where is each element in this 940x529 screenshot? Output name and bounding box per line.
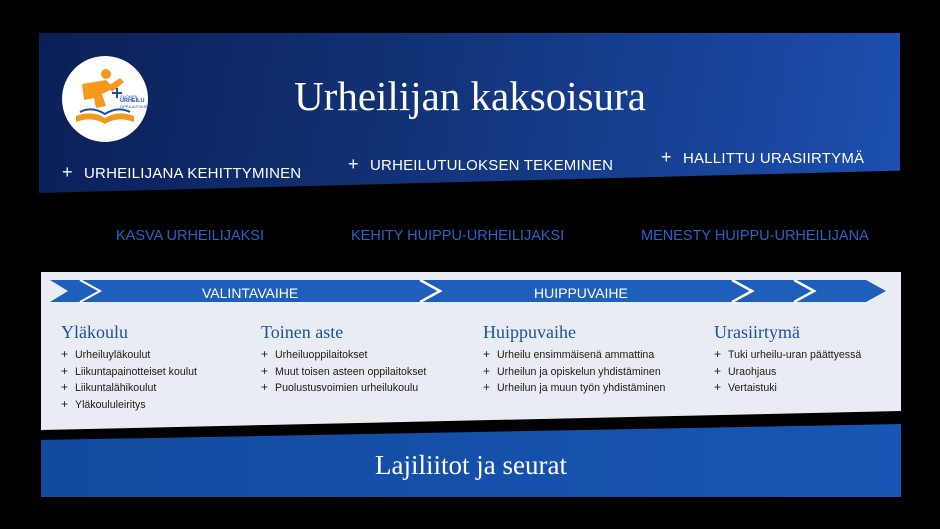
plus-icon: +	[348, 154, 359, 174]
list-item-label: Urheiluoppilaitokset	[275, 349, 368, 361]
list-item	[61, 379, 197, 396]
list-item	[261, 363, 426, 380]
column-urasiirtyma	[714, 322, 861, 396]
page-title: Urheilijan kaksoisura	[294, 73, 646, 119]
list-item-label: Muut toisen asteen oppilaitokset	[275, 365, 427, 378]
list-item-label: Uraohjaus	[728, 365, 777, 378]
mid-label-3: MENESTY HUIPPU-URHEILIJANA	[641, 228, 869, 244]
logo-text-2: URHEILU	[120, 98, 145, 104]
phase-label-huippu: HUIPPUVAIHE	[534, 285, 628, 301]
mid-label-1: KASVA URHEILIJAKSI	[116, 228, 265, 244]
header-item-2	[348, 154, 613, 175]
column-ylakoulu	[61, 322, 197, 412]
plus-icon: +	[261, 380, 269, 395]
column-title: Huippuvaihe	[483, 322, 576, 342]
list-item	[483, 363, 665, 380]
footer-title: Lajiliitot ja seurat	[375, 450, 567, 480]
list-item-label: Urheilun ja muun työn yhdistäminen	[497, 382, 666, 395]
plus-icon: +	[714, 363, 722, 378]
phase-label-valinta: VALINTAVAIHE	[202, 285, 299, 301]
logo	[62, 56, 152, 142]
plus-icon: +	[62, 162, 73, 182]
plus-icon: +	[714, 347, 722, 361]
column-list	[483, 346, 665, 396]
list-item	[714, 346, 861, 363]
plus-icon: +	[714, 380, 722, 395]
column-huippuvaihe	[483, 322, 665, 396]
list-item	[61, 396, 197, 413]
header-item-label: URHEILIJANA KEHITTYMINEN	[84, 165, 302, 182]
header-item-label: URHEILUTULOKSEN TEKEMINEN	[370, 157, 614, 174]
list-item	[714, 363, 861, 380]
plus-icon: +	[261, 363, 269, 378]
list-item	[61, 363, 197, 380]
plus-icon: +	[483, 363, 491, 378]
list-item-label: Yläkoululeiritys	[75, 398, 146, 411]
plus-icon: +	[61, 380, 69, 395]
column-toinen-aste	[261, 322, 426, 396]
header-item-3	[661, 147, 864, 168]
plus-icon: +	[483, 347, 491, 361]
list-item	[483, 379, 665, 396]
list-item-label: Vertaistuki	[728, 382, 777, 395]
column-title: Yläkoulu	[61, 322, 128, 342]
plus-icon: +	[261, 347, 269, 361]
list-item-label: Urheilu ensimmäisenä ammattina	[497, 349, 655, 361]
list-item	[261, 379, 426, 396]
column-title: Urasiirtymä	[714, 322, 800, 342]
header-item-label: HALLITTU URASIIRTYMÄ	[683, 150, 865, 167]
list-item-label: Tuki urheilu-uran päättyessä	[728, 349, 862, 361]
list-item	[261, 346, 426, 363]
column-list	[261, 346, 426, 396]
logo-text-1: SUOMEN	[120, 94, 138, 99]
list-item-label: Liikuntapainotteiset koulut	[75, 365, 197, 378]
list-item-label: Liikuntalähikoulut	[75, 382, 157, 395]
plus-icon: +	[483, 380, 491, 395]
list-item	[483, 346, 665, 363]
column-list	[714, 346, 861, 396]
plus-icon: +	[61, 396, 69, 411]
logo-text-3: OPPILAITOKSET	[120, 104, 152, 109]
list-item	[714, 379, 861, 396]
list-item-label: Urheilun ja opiskelun yhdistäminen	[497, 365, 661, 378]
mid-label-2: KEHITY HUIPPU-URHEILIJAKSI	[351, 228, 565, 244]
phase-arrows	[50, 280, 890, 304]
list-item-label: Puolustusvoimien urheilukoulu	[275, 382, 419, 395]
list-item-label: Urheiluyläkoulut	[75, 349, 151, 361]
column-list	[61, 346, 197, 412]
column-title: Toinen aste	[261, 322, 344, 342]
plus-icon: +	[661, 147, 672, 167]
plus-icon: +	[61, 347, 69, 361]
header-item-1	[62, 162, 301, 183]
plus-icon: +	[61, 363, 69, 378]
list-item	[61, 346, 197, 363]
